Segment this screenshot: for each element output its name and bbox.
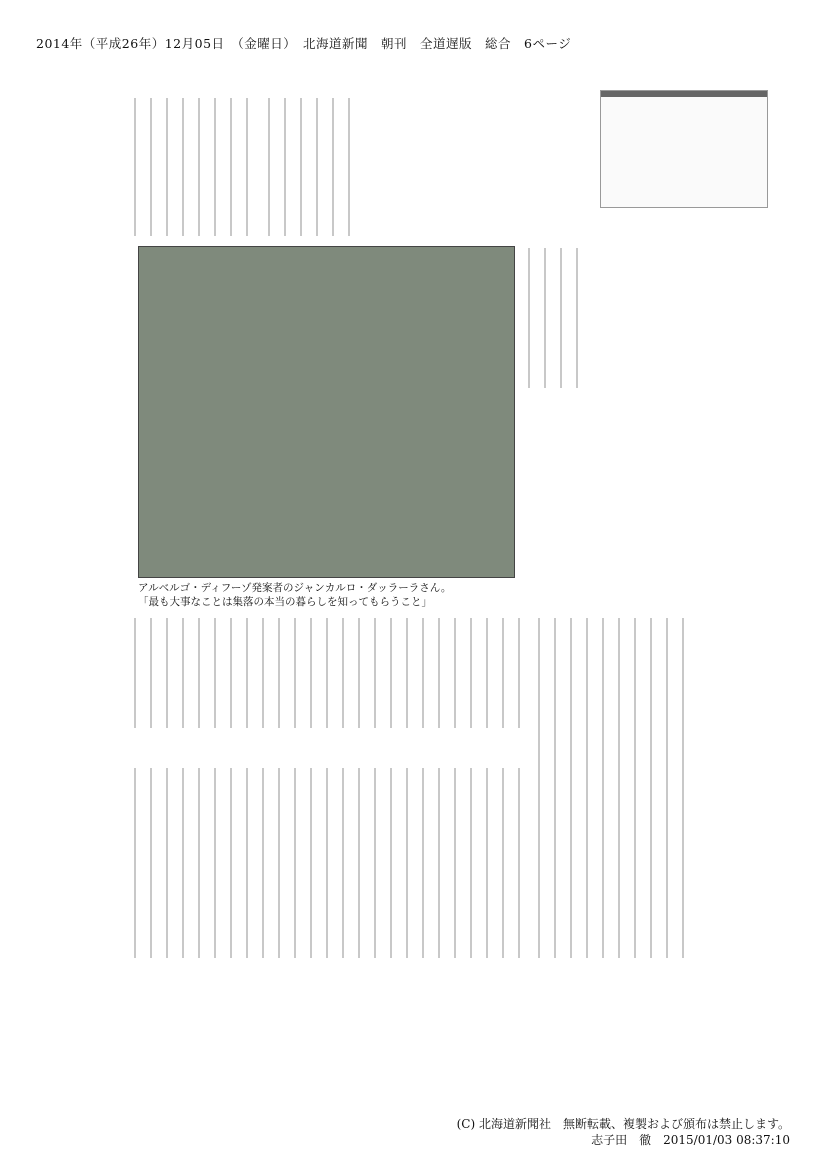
text-column-placeholder — [682, 618, 684, 958]
text-column-placeholder — [502, 768, 504, 958]
text-column-placeholder — [666, 618, 668, 958]
text-column-placeholder — [602, 618, 604, 958]
text-column-placeholder — [278, 618, 280, 728]
text-column-placeholder — [198, 618, 200, 728]
text-column-placeholder — [230, 618, 232, 728]
text-column-placeholder — [182, 98, 184, 236]
text-column-placeholder — [554, 618, 556, 958]
text-column-placeholder — [342, 768, 344, 958]
text-column-placeholder — [634, 618, 636, 958]
series-title-panel — [600, 90, 768, 208]
text-column-placeholder — [374, 768, 376, 958]
text-column-placeholder — [166, 98, 168, 236]
text-column-placeholder — [134, 618, 136, 728]
text-column-placeholder — [182, 618, 184, 728]
copyright-notice: (C) 北海道新聞社 無断転載、複製および頒布は禁止します。 — [456, 1117, 790, 1131]
text-column-placeholder — [134, 768, 136, 958]
text-column-placeholder — [560, 248, 562, 388]
text-column-placeholder — [214, 618, 216, 728]
text-column-placeholder — [326, 768, 328, 958]
page-header: 2014年（平成26年）12月05日 （金曜日） 北海道新聞 朝刊 全道遅版 総合 6ページ — [36, 36, 572, 51]
text-column-placeholder — [538, 618, 540, 958]
photo-caption-line-2: 「最も大事なことは集落の本当の暮らしを知ってもらうこと」 — [138, 596, 432, 608]
text-column-placeholder — [310, 768, 312, 958]
text-column-placeholder — [316, 98, 318, 236]
text-column-placeholder — [150, 768, 152, 958]
text-column-placeholder — [470, 768, 472, 958]
text-column-placeholder — [570, 618, 572, 958]
text-column-placeholder — [150, 98, 152, 236]
text-column-placeholder — [294, 618, 296, 728]
text-column-placeholder — [278, 768, 280, 958]
text-column-placeholder — [230, 768, 232, 958]
text-column-placeholder — [294, 768, 296, 958]
photo-caption — [138, 581, 528, 609]
text-column-placeholder — [406, 618, 408, 728]
text-column-placeholder — [618, 618, 620, 958]
text-column-placeholder — [134, 98, 136, 236]
text-column-placeholder — [150, 618, 152, 728]
text-column-placeholder — [262, 768, 264, 958]
text-column-placeholder — [390, 768, 392, 958]
text-column-placeholder — [268, 98, 270, 236]
text-column-placeholder — [454, 768, 456, 958]
text-column-placeholder — [246, 618, 248, 728]
text-column-placeholder — [406, 768, 408, 958]
text-column-placeholder — [502, 618, 504, 728]
text-column-placeholder — [166, 618, 168, 728]
text-column-placeholder — [230, 98, 232, 236]
text-column-placeholder — [374, 618, 376, 728]
text-column-placeholder — [470, 618, 472, 728]
text-column-placeholder — [518, 768, 520, 958]
text-column-placeholder — [342, 618, 344, 728]
text-column-placeholder — [358, 618, 360, 728]
text-column-placeholder — [246, 98, 248, 236]
text-column-placeholder — [326, 618, 328, 728]
title-band — [601, 91, 767, 97]
text-column-placeholder — [300, 98, 302, 236]
print-stamp: 志子田 徹 2015/01/03 08:37:10 — [591, 1133, 790, 1147]
article-body — [118, 78, 684, 992]
text-column-placeholder — [310, 618, 312, 728]
article-photo — [138, 246, 515, 578]
text-column-placeholder — [650, 618, 652, 958]
text-column-placeholder — [518, 618, 520, 728]
text-column-placeholder — [438, 618, 440, 728]
text-column-placeholder — [198, 98, 200, 236]
text-column-placeholder — [438, 768, 440, 958]
text-column-placeholder — [214, 98, 216, 236]
text-column-placeholder — [486, 618, 488, 728]
text-column-placeholder — [358, 768, 360, 958]
text-column-placeholder — [214, 768, 216, 958]
text-column-placeholder — [198, 768, 200, 958]
text-column-placeholder — [262, 618, 264, 728]
text-column-placeholder — [166, 768, 168, 958]
text-column-placeholder — [454, 618, 456, 728]
text-column-placeholder — [246, 768, 248, 958]
text-column-placeholder — [576, 248, 578, 388]
text-column-placeholder — [486, 768, 488, 958]
text-column-placeholder — [284, 98, 286, 236]
text-column-placeholder — [390, 618, 392, 728]
text-column-placeholder — [544, 248, 546, 388]
photo-caption-line-1: アルベルゴ・ディフーゾ発案者のジャンカルロ・ダッラーラさん。 — [138, 582, 452, 594]
text-column-placeholder — [182, 768, 184, 958]
text-column-placeholder — [528, 248, 530, 388]
text-column-placeholder — [332, 98, 334, 236]
text-column-placeholder — [422, 768, 424, 958]
text-column-placeholder — [348, 98, 350, 236]
text-column-placeholder — [422, 618, 424, 728]
text-column-placeholder — [586, 618, 588, 958]
